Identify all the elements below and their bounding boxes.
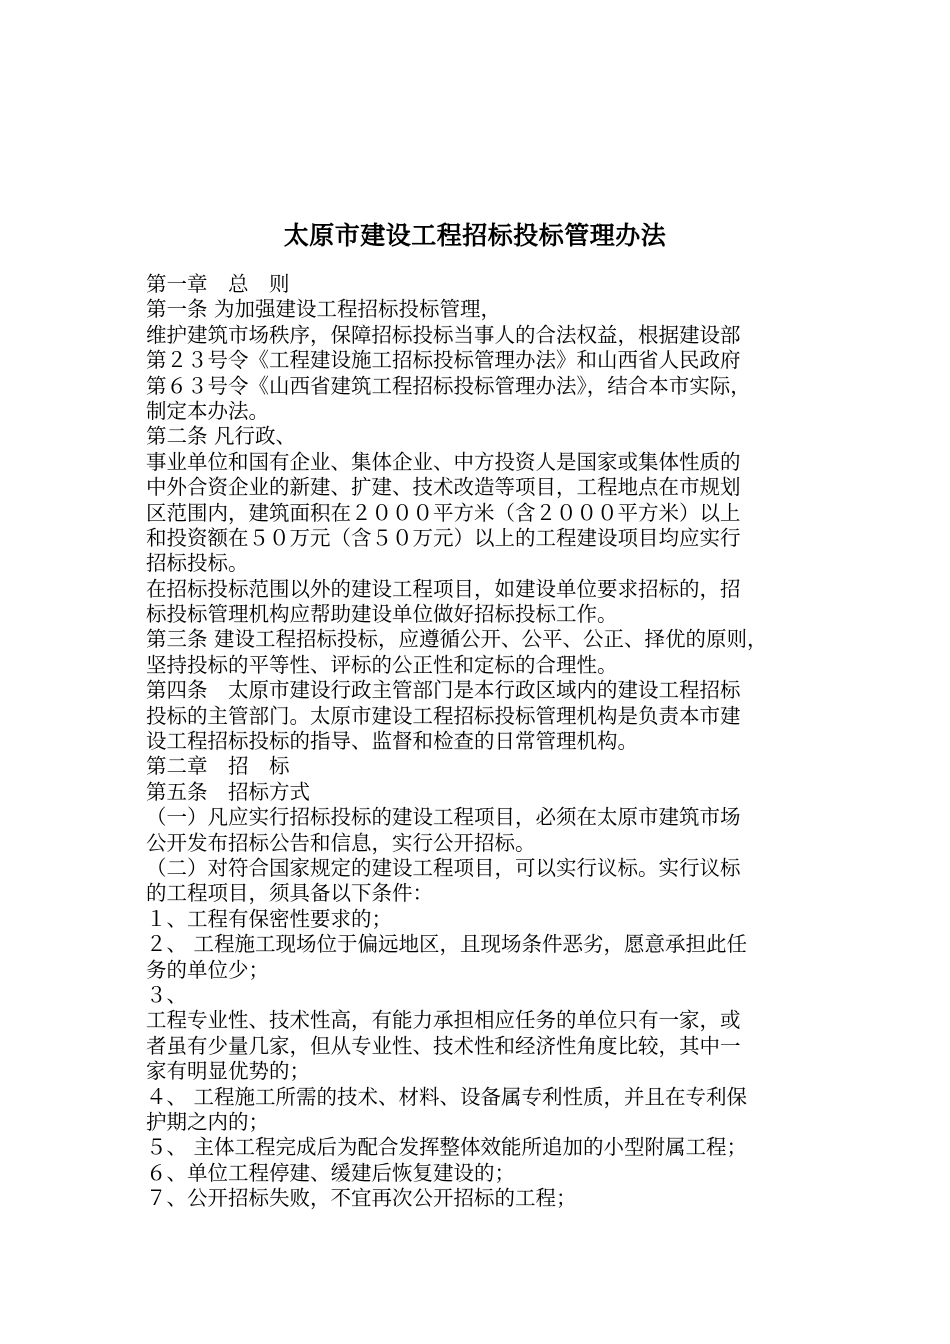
paragraph-line: 的工程项目，须具备以下条件： — [146, 881, 433, 906]
document-body — [146, 272, 836, 1211]
chapter-heading: 第二章 招 标 — [146, 754, 290, 779]
paragraph-line: 工程专业性、技术性高，有能力承担相应任务的单位只有一家，或 — [146, 1008, 741, 1033]
paragraph-line: 制定本办法。 — [146, 398, 269, 423]
paragraph-line: 设工程招标投标的指导、监督和检查的日常管理机构。 — [146, 729, 638, 754]
paragraph-line: 投标的主管部门。太原市建设工程招标投标管理机构是负责本市建 — [146, 703, 741, 728]
list-item: ５、 主体工程完成后为配合发挥整体效能所追加的小型附属工程； — [146, 1135, 748, 1160]
paragraph-line: 第一条 为加强建设工程招标投标管理， — [146, 297, 502, 322]
paragraph-line: 务的单位少； — [146, 957, 269, 982]
paragraph-line: 在招标投标范围以外的建设工程项目，如建设单位要求招标的，招 — [146, 576, 741, 601]
paragraph-line: 第６３号令《山西省建筑工程招标投标管理办法》，结合本市实际， — [146, 373, 751, 398]
paragraph-line: 维护建筑市场秩序，保障招标投标当事人的合法权益，根据建设部 — [146, 322, 741, 347]
paragraph-line: 第三条 建设工程招标投标，应遵循公开、公平、公正、择优的原则， — [146, 627, 768, 652]
chapter-heading: 第一章 总 则 — [146, 272, 290, 296]
paragraph-line: 第２３号令《工程建设施工招标投标管理办法》和山西省人民政府 — [146, 348, 741, 373]
paragraph-line: 和投资额在５０万元（含５０万元）以上的工程建设项目均应实行 — [146, 525, 741, 550]
paragraph-line: 第四条 太原市建设行政主管部门是本行政区域内的建设工程招标 — [146, 678, 741, 703]
list-item: ４、 工程施工所需的技术、材料、设备属专利性质，并且在专利保 — [146, 1084, 748, 1109]
document-title: 太原市建设工程招标投标管理办法 — [283, 221, 667, 250]
list-item: ２、 工程施工现场位于偏远地区，且现场条件恶劣，愿意承担此任 — [146, 932, 748, 957]
paragraph-line: 家有明显优势的； — [146, 1059, 310, 1084]
list-item: １、工程有保密性要求的； — [146, 906, 392, 931]
paragraph-line: 坚持投标的平等性、评标的公正性和定标的合理性。 — [146, 652, 618, 677]
list-item: ６、单位工程停建、缓建后恢复建设的； — [146, 1160, 515, 1185]
paragraph-line: 护期之内的； — [146, 1109, 269, 1134]
list-item: ７、公开招标失败，不宜再次公开招标的工程； — [146, 1186, 577, 1211]
paragraph-line: 公开发布招标公告和信息，实行公开招标。 — [146, 830, 536, 855]
paragraph-line: 中外合资企业的新建、扩建、技术改造等项目，工程地点在市规划 — [146, 475, 741, 500]
paragraph-line: 标投标管理机构应帮助建设单位做好招标投标工作。 — [146, 602, 618, 627]
paragraph-line: （一）凡应实行招标投标的建设工程项目，必须在太原市建筑市场 — [146, 805, 741, 830]
paragraph-line: 招标投标。 — [146, 551, 249, 576]
paragraph-line: 区范围内，建筑面积在２０００平方米（含２０００平方米）以上 — [146, 500, 741, 525]
paragraph-line: 事业单位和国有企业、集体企业、中方投资人是国家或集体性质的 — [146, 449, 741, 474]
paragraph-line: 第二条 凡行政、 — [146, 424, 297, 449]
list-item: ３、 — [146, 982, 187, 1007]
paragraph-line: 第五条 招标方式 — [146, 779, 310, 804]
paragraph-line: 者虽有少量几家，但从专业性、技术性和经济性角度比较，其中一 — [146, 1033, 741, 1058]
paragraph-line: （二）对符合国家规定的建设工程项目，可以实行议标。实行议标 — [146, 855, 741, 880]
